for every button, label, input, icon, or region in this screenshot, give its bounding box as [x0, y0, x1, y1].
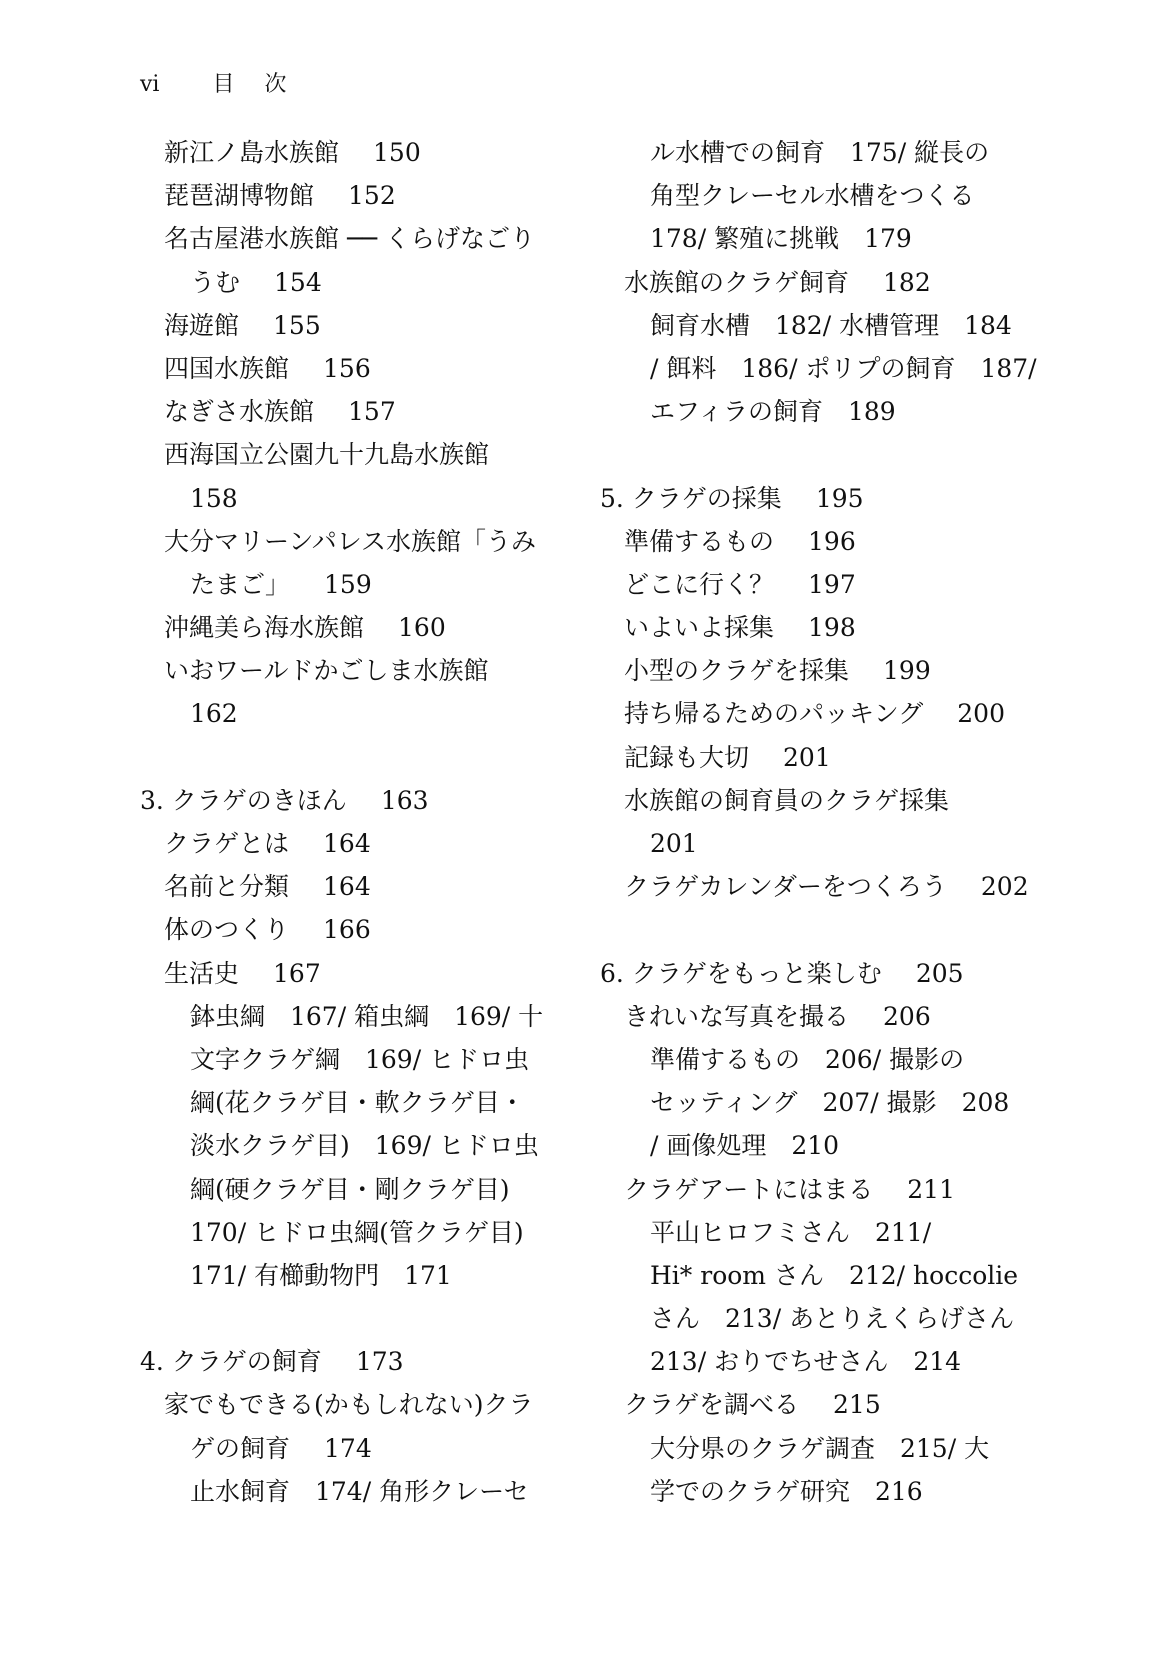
toc-entry[interactable]: [140, 1470, 560, 1513]
toc-entry[interactable]: [600, 390, 1030, 433]
toc-entry-page: 211: [907, 1174, 955, 1204]
toc-entry-page: 174: [324, 1433, 372, 1463]
toc-entry[interactable]: [140, 952, 560, 995]
toc-entry-title: / 餌料 186/ ポリプの飼育 187/: [650, 353, 1037, 383]
toc-entry[interactable]: [140, 822, 560, 865]
toc-entry-title: 綱(花クラゲ目・軟クラゲ目・: [190, 1088, 525, 1118]
toc-entry-title: 準備するもの: [624, 526, 775, 556]
toc-entry[interactable]: [600, 1038, 1030, 1081]
toc-entry[interactable]: [140, 477, 560, 520]
toc-entry-page: 201: [783, 742, 831, 772]
toc-entry[interactable]: [600, 822, 1030, 865]
toc-entry-title: 角型クレーセル水槽をつくる: [650, 181, 975, 211]
toc-entry-title: Hi* room さん 212/ hoccolie: [650, 1260, 1019, 1290]
toc-entry-title: いよいよ採集: [624, 613, 775, 643]
toc-entry[interactable]: [600, 1254, 1030, 1297]
toc-entry-title: 記録も大切: [624, 742, 750, 772]
toc-entry[interactable]: [600, 736, 1030, 779]
toc-entry-page: 160: [398, 613, 446, 643]
toc-entry-title: 西海国立公園九十九島水族館: [164, 440, 490, 470]
toc-entry-page: 182: [883, 267, 931, 297]
toc-entry-title: 新江ノ島水族館: [164, 138, 340, 167]
toc-entry-title: クラゲを調べる: [624, 1390, 800, 1420]
toc-entry[interactable]: [140, 1168, 560, 1211]
toc-entry[interactable]: [600, 174, 1030, 217]
toc-entry-page: 197: [808, 569, 856, 599]
toc-entry-page: 215: [833, 1390, 881, 1420]
section-gap: [140, 736, 560, 779]
toc-entry-page: 163: [380, 785, 429, 815]
toc-entry[interactable]: [600, 1470, 1030, 1513]
toc-entry-page: 173: [355, 1347, 404, 1377]
toc-entry-title: 飼育水槽 182/ 水槽管理 184: [650, 310, 1012, 340]
toc-entry[interactable]: [140, 563, 560, 606]
toc-entry[interactable]: [140, 261, 560, 304]
toc-entry[interactable]: [600, 563, 1030, 606]
section-gap: [600, 908, 1030, 951]
toc-entry[interactable]: [600, 131, 1030, 174]
toc-entry-page: 167: [273, 958, 321, 988]
toc-entry-title: 名前と分類: [164, 872, 290, 902]
toc-entry-title: たまご」: [190, 569, 291, 599]
toc-entry[interactable]: [140, 865, 560, 908]
running-header: [140, 70, 317, 100]
toc-entry-title: 171/ 有櫛動物門 171: [190, 1260, 452, 1290]
toc-entry[interactable]: [600, 692, 1030, 735]
toc-entry-title: 沖縄美ら海水族館: [164, 613, 365, 643]
toc-entry[interactable]: [140, 174, 560, 217]
page-number: vi: [140, 72, 160, 97]
toc-entry[interactable]: [140, 1254, 560, 1297]
toc-entry-title: きれいな写真を撮る: [624, 1001, 850, 1031]
toc-entry-title: 名古屋港水族館 ── くらげなごり: [164, 224, 535, 254]
toc-entry-title: うむ: [190, 267, 241, 297]
toc-entry[interactable]: [600, 606, 1030, 649]
toc-entry[interactable]: [140, 433, 560, 476]
toc-entry[interactable]: [140, 304, 560, 347]
toc-entry[interactable]: [140, 649, 560, 692]
toc-entry[interactable]: [140, 1383, 560, 1426]
toc-entry-page: 157: [348, 397, 396, 427]
toc-entry-title: 琵琶湖博物館: [164, 181, 315, 211]
toc-entry-title: 178/ 繁殖に挑戦 179: [650, 224, 912, 254]
toc-entry[interactable]: [600, 1211, 1030, 1254]
toc-entry-page: 201: [650, 829, 698, 858]
toc-entry-title: 文字クラゲ綱 169/ ヒドロ虫: [190, 1044, 530, 1074]
toc-entry-title: 学でのクラゲ研究 216: [650, 1476, 923, 1506]
toc-entry-title: どこに行く？: [624, 569, 775, 599]
toc-entry-page: 159: [324, 569, 372, 599]
section-gap: [600, 433, 1030, 476]
toc-entry-page: 206: [883, 1001, 931, 1031]
toc-entry-title: 213/ おりでちせさん 214: [650, 1347, 962, 1377]
toc-entry[interactable]: [140, 692, 560, 735]
toc-entry-title: セッティング 207/ 撮影 208: [650, 1088, 1010, 1118]
toc-entry-title: 四国水族館: [164, 353, 290, 383]
toc-column-left: [140, 131, 560, 1513]
toc-entry-title: 170/ ヒドロ虫綱(管クラゲ目): [190, 1217, 524, 1247]
toc-entry[interactable]: [140, 908, 560, 951]
toc-entry[interactable]: [140, 1211, 560, 1254]
toc-entry[interactable]: [140, 1124, 560, 1167]
toc-entry[interactable]: [600, 1340, 1030, 1383]
toc-entry-title: クラゲとは: [164, 829, 290, 858]
toc-entry[interactable]: [600, 217, 1030, 260]
toc-entry-title: 綱(硬クラゲ目・剛クラゲ目): [190, 1174, 510, 1204]
toc-entry-title: 4. クラゲの飼育: [140, 1347, 322, 1377]
toc-entry-page: 196: [808, 526, 856, 556]
toc-entry-page: 162: [190, 699, 238, 729]
toc-entry-title: 淡水クラゲ目) 169/ ヒドロ虫: [190, 1131, 539, 1161]
toc-entry[interactable]: [600, 1427, 1030, 1470]
toc-entry-title: 鉢虫綱 167/ 箱虫綱 169/ 十: [190, 1001, 544, 1031]
toc-entry-title: なぎさ水族館: [164, 397, 315, 427]
toc-entry-page: 202: [980, 872, 1029, 902]
toc-entry-page: 195: [815, 483, 864, 513]
toc-entry[interactable]: [140, 1081, 560, 1124]
toc-entry[interactable]: [600, 520, 1030, 563]
toc-entry-title: 5. クラゲの採集: [600, 483, 782, 513]
toc-entry-page: 198: [808, 613, 856, 643]
toc-entry-title: ル水槽での飼育 175/ 縦長の: [650, 138, 990, 167]
toc-entry[interactable]: [140, 520, 560, 563]
toc-entry[interactable]: [600, 347, 1037, 390]
toc-entry-title: 水族館のクラゲ飼育: [624, 267, 850, 297]
toc-entry-page: 158: [190, 483, 238, 513]
toc-entry[interactable]: [600, 477, 1030, 520]
toc-entry-title: 平山ヒロフミさん 211/: [650, 1217, 932, 1247]
toc-entry-page: 150: [373, 138, 421, 167]
toc-entry[interactable]: [140, 1038, 560, 1081]
toc-entry-title: 持ち帰るためのパッキング: [624, 699, 924, 729]
toc-entry-title: 小型のクラゲを採集: [624, 656, 850, 686]
toc-entry-title: エフィラの飼育 189: [650, 397, 896, 427]
toc-entry-title: 3. クラゲのきほん: [140, 785, 347, 815]
toc-entry[interactable]: [140, 390, 560, 433]
toc-entry-title: クラゲカレンダーをつくろう: [624, 872, 947, 902]
toc-entry[interactable]: [600, 995, 1030, 1038]
toc-entry[interactable]: [600, 952, 1030, 995]
toc-entry[interactable]: [140, 131, 560, 174]
toc-entry-page: 155: [273, 310, 321, 340]
toc-entry-page: 164: [323, 872, 371, 902]
toc-entry-page: 199: [883, 656, 931, 686]
toc-entry[interactable]: [600, 1124, 1030, 1167]
toc-entry[interactable]: [600, 1168, 1030, 1211]
toc-entry-title: さん 213/ あとりえくらげさん: [650, 1304, 1015, 1334]
toc-entry-page: 200: [957, 699, 1005, 729]
toc-entry[interactable]: [600, 1081, 1030, 1124]
toc-entry-title: 体のつくり: [164, 915, 290, 945]
toc-entry-title: 大分県のクラゲ調査 215/ 大: [650, 1433, 990, 1463]
toc-entry[interactable]: [140, 606, 560, 649]
toc-entry-title: クラゲアートにはまる: [624, 1174, 874, 1204]
toc-entry-title: 大分マリーンパレス水族館「うみ: [164, 526, 537, 556]
toc-entry-title: 家でもできる(かもしれない)クラ: [164, 1390, 534, 1420]
toc-entry-title: いおワールドかごしま水族館: [164, 656, 489, 686]
section-gap: [140, 1297, 560, 1340]
toc-entry-page: 205: [915, 958, 964, 988]
toc-entry[interactable]: [600, 649, 1030, 692]
running-title: 目 次: [212, 72, 287, 97]
toc-entry-page: 154: [274, 267, 322, 297]
toc-entry-page: 164: [323, 829, 371, 858]
toc-entry[interactable]: [600, 261, 1030, 304]
toc-entry[interactable]: [140, 1427, 560, 1470]
toc-entry[interactable]: [600, 779, 1030, 822]
toc-entry-title: 水族館の飼育員のクラゲ採集: [624, 785, 950, 815]
toc-entry-title: 6. クラゲをもっと楽しむ: [600, 958, 882, 988]
toc-entry-title: ゲの飼育: [190, 1433, 291, 1463]
toc-entry[interactable]: [600, 304, 1030, 347]
toc-entry-title: 準備するもの 206/ 撮影の: [650, 1044, 965, 1074]
toc-entry-title: 海遊館: [164, 310, 240, 340]
toc-entry-title: 生活史: [164, 958, 240, 988]
toc-column-right: [600, 131, 1037, 1513]
toc-entry[interactable]: [140, 347, 560, 390]
toc-entry-page: 156: [323, 353, 371, 383]
toc-entry-title: 止水飼育 174/ 角形クレーセ: [190, 1476, 529, 1506]
toc-entry[interactable]: [600, 1297, 1030, 1340]
toc-entry-title: / 画像処理 210: [650, 1131, 840, 1161]
toc-entry[interactable]: [140, 779, 560, 822]
toc-entry[interactable]: [600, 1383, 1030, 1426]
toc-entry[interactable]: [140, 1340, 560, 1383]
toc-entry-page: 166: [323, 915, 371, 945]
toc-entry[interactable]: [600, 865, 1030, 908]
toc-entry[interactable]: [140, 995, 560, 1038]
toc-entry[interactable]: [140, 217, 560, 260]
toc-entry-page: 152: [348, 181, 396, 211]
